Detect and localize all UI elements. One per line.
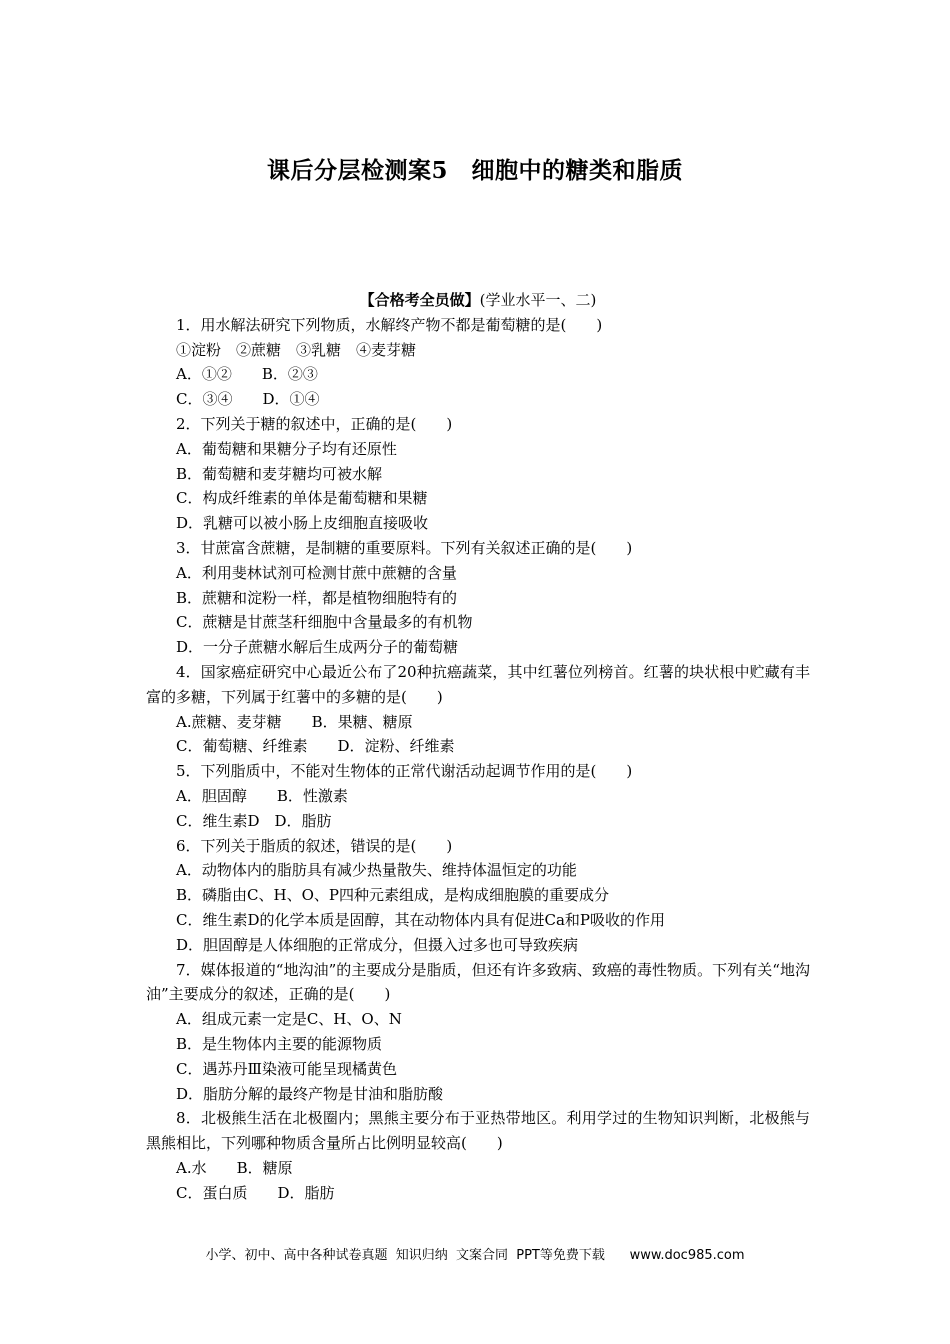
question-item [146, 313, 810, 412]
question-stem: 1．用水解法研究下列物质，水解终产物不都是葡萄糖的是( ) [176, 315, 603, 334]
answer-option-line: B．是生物体内主要的能源物质 [176, 1034, 383, 1053]
question-stem: 2．下列关于糖的叙述中，正确的是( ) [176, 414, 453, 433]
answer-option-line: A．胆固醇 B．性激素 [176, 786, 348, 805]
answer-option-line: C．蛋白质 D．脂肪 [176, 1183, 335, 1202]
answer-option-line: D．乳糖可以被小肠上皮细胞直接吸收 [176, 514, 429, 533]
answer-option-line: A．葡萄糖和果糖分子均有还原性 [176, 439, 397, 458]
answer-option-line: ①淀粉 ②蔗糖 ③乳糖 ④麦芽糖 [176, 340, 417, 359]
question-stem: 4．国家癌症研究中心最近公布了20种抗癌蔬菜，其中红薯位列榜首。红薯的块状根中贮藏有丰富的多糖，下列属于红薯中的多糖的是( ) [146, 662, 810, 706]
page-footer: 小学、初中、高中各种试卷真题 知识归纳 文案合同 PPT等免费下载 www.doc985.com [205, 1248, 745, 1263]
question-stem: 8．北极熊生活在北极圈内；黑熊主要分布于亚热带地区。利用学过的生物知识判断，北极熊与黑熊相比，下列哪种物质含量所占比例明显较高( ) [146, 1109, 810, 1153]
answer-option-line: D．脂肪分解的最终产物是甘油和脂肪酸 [176, 1084, 444, 1103]
answer-option-line: A．动物体内的脂肪具有减少热量散失、维持体温恒定的功能 [176, 861, 577, 880]
answer-option-line: C．葡萄糖、纤维素 D．淀粉、纤维素 [176, 737, 455, 756]
answer-option-line: A．利用斐林试剂可检测甘蔗中蔗糖的含量 [176, 563, 457, 582]
answer-option-line: B．磷脂由C、H、O、P四种元素组成，是构成细胞膜的重要成分 [176, 886, 609, 905]
answer-option-line: C．蔗糖是甘蔗茎秆细胞中含量最多的有机物 [176, 613, 473, 632]
question-stem: 7．媒体报道的“地沟油”的主要成分是脂质，但还有许多致病、致癌的毒性物质。下列有关“地沟油”主要成分的叙述，正确的是( ) [146, 960, 810, 1004]
answer-option-line: A．①② B．②③ [176, 365, 318, 384]
answer-option-line: C．维生素D的化学本质是固醇，其在动物体内具有促进Ca和P吸收的作用 [176, 910, 666, 929]
answer-option-line: B．葡萄糖和麦芽糖均可被水解 [176, 464, 383, 483]
question-item [146, 660, 810, 759]
question-body [146, 288, 810, 1205]
answer-option-line: D．胆固醇是人体细胞的正常成分，但摄入过多也可导致疾病 [176, 935, 579, 954]
question-list [146, 313, 810, 1206]
question-item [146, 412, 810, 536]
answer-option-line: C．遇苏丹Ⅲ染液可能呈现橘黄色 [176, 1059, 397, 1078]
question-item [146, 834, 810, 958]
answer-option-line: A.蔗糖、麦芽糖 B．果糖、糖原 [176, 712, 413, 731]
question-item [146, 759, 810, 833]
section-label: 【合格考全员做】 [359, 291, 480, 309]
answer-option-line: D．一分子蔗糖水解后生成两分子的葡萄糖 [176, 638, 459, 657]
question-item [146, 958, 810, 1107]
question-item [146, 1106, 810, 1205]
question-stem: 6．下列关于脂质的叙述，错误的是( ) [176, 836, 453, 855]
answer-option-line: A.水 B．糖原 [176, 1158, 293, 1177]
question-stem: 3．甘蔗富含蔗糖，是制糖的重要原料。下列有关叙述正确的是( ) [176, 538, 633, 557]
answer-option-line: C．构成纤维素的单体是葡萄糖和果糖 [176, 489, 428, 508]
page-title: 课后分层检测案5 细胞中的糖类和脂质 [266, 157, 683, 184]
section-sublabel: (学业水平一、二) [479, 291, 597, 309]
answer-option-line: B．蔗糖和淀粉一样，都是植物细胞特有的 [176, 588, 458, 607]
question-item [146, 536, 810, 660]
question-stem: 5．下列脂质中，不能对生物体的正常代谢活动起调节作用的是( ) [176, 762, 633, 781]
answer-option-line: C．维生素D D．脂肪 [176, 811, 332, 830]
section-heading [146, 288, 810, 313]
answer-option-line: A．组成元素一定是C、H、O、N [176, 1010, 402, 1029]
answer-option-line: C．③④ D．①④ [176, 390, 320, 409]
